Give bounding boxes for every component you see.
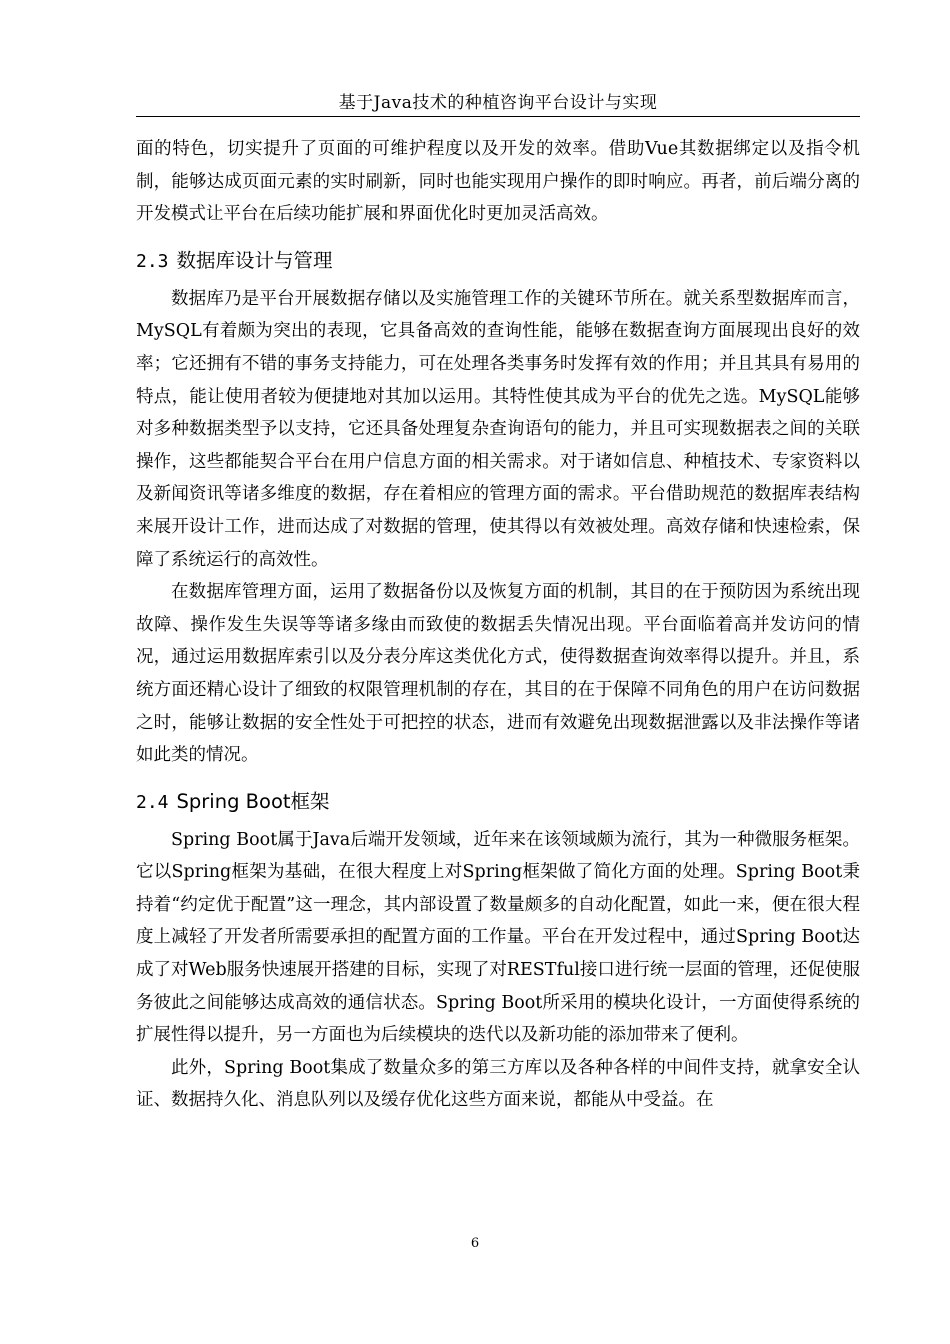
- header-divider: [136, 116, 860, 117]
- section-heading-2-3: [136, 246, 860, 277]
- body-paragraph: 此外，Spring Boot集成了数量众多的第三方库以及各种各样的中间件支持，就拿安全认证、数据持久化、消息队列以及缓存优化这些方面来说，都能从中受益。在: [136, 1057, 860, 1111]
- section-title: Spring Boot框架: [176, 789, 330, 813]
- body-paragraph: 在数据库管理方面，运用了数据备份以及恢复方面的机制，其目的在于预防因为系统出现故障、操作发生失误等等诸多缘由而致使的数据丢失情况出现。平台面临着高并发访问的情况，通过运用数据库索引以及分表分库这类优化方式，使得数据查询效率得以提升。并且，系统方面还精心设计了细致的权限管理机制的存在，其目的在于保障不同角色的用户在访问数据之时，能够让数据的安全性处于可把控的状态，进而有效避免出现数据泄露以及非法操作等诸如此类的情况。: [136, 582, 860, 766]
- page-header-title: 基于Java技术的种植咨询平台设计与实现: [338, 93, 658, 113]
- section-number: 2.4: [136, 791, 169, 813]
- body-paragraph: 数据库乃是平台开展数据存储以及实施管理工作的关键环节所在。就关系型数据库而言，MySQL有着颇为突出的表现，它具备高效的查询性能，能够在数据查询方面展现出良好的效率；它还拥有不错的事务支持能力，可在处理各类事务时发挥有效的作用；并且其具有易用的特点，能让使用者较为便捷地对其加以运用。其特性使其成为平台的优先之选。MySQL能够对多种数据类型予以支持，它还具备处理复杂查询语句的能力，并且可实现数据表之间的关联操作，这些都能契合平台在用户信息方面的相关需求。对于诸如信息、种植技术、专家资料以及新闻资讯等诸多维度的数据，存在着相应的管理方面的需求。平台借助规范的数据库表结构来展开设计工作，进而达成了对数据的管理，使其得以有效被处理。高效存储和快速检索，保障了系统运行的高效性。: [136, 288, 860, 570]
- section-title: 数据库设计与管理: [176, 248, 333, 272]
- intro-paragraph: 面的特色，切实提升了页面的可维护程度以及开发的效率。借助Vue其数据绑定以及指令机制，能够达成页面元素的实时刷新，同时也能实现用户操作的即时响应。再者，前后端分离的开发模式让平台在后续功能扩展和界面优化时更加灵活高效。: [136, 139, 860, 225]
- body-paragraph: Spring Boot属于Java后端开发领域，近年来在该领域颇为流行，其为一种微服务框架。它以Spring框架为基础，在很大程度上对Spring框架做了简化方面的处理。Spring Boot秉持着“约定优于配置”这一理念，其内部设置了数量颇多的自动化配置，如此一来，便在很大程度上减轻了开发者所需要承担的配置方面的工作量。平台在开发过程中，通过Spring Boot达成了对Web服务快速展开搭建的目标，实现了对RESTful接口进行统一层面的管理，还促使服务彼此之间能够达成高效的通信状态。Spring Boot所采用的模块化设计，一方面使得系统的扩展性得以提升，另一方面也为后续模块的迭代以及新功能的添加带来了便利。: [136, 829, 860, 1046]
- section-heading-2-4: [136, 787, 860, 818]
- page-number: 6: [470, 1236, 480, 1251]
- page-body: [136, 133, 860, 1117]
- section-number: 2.3: [136, 250, 169, 272]
